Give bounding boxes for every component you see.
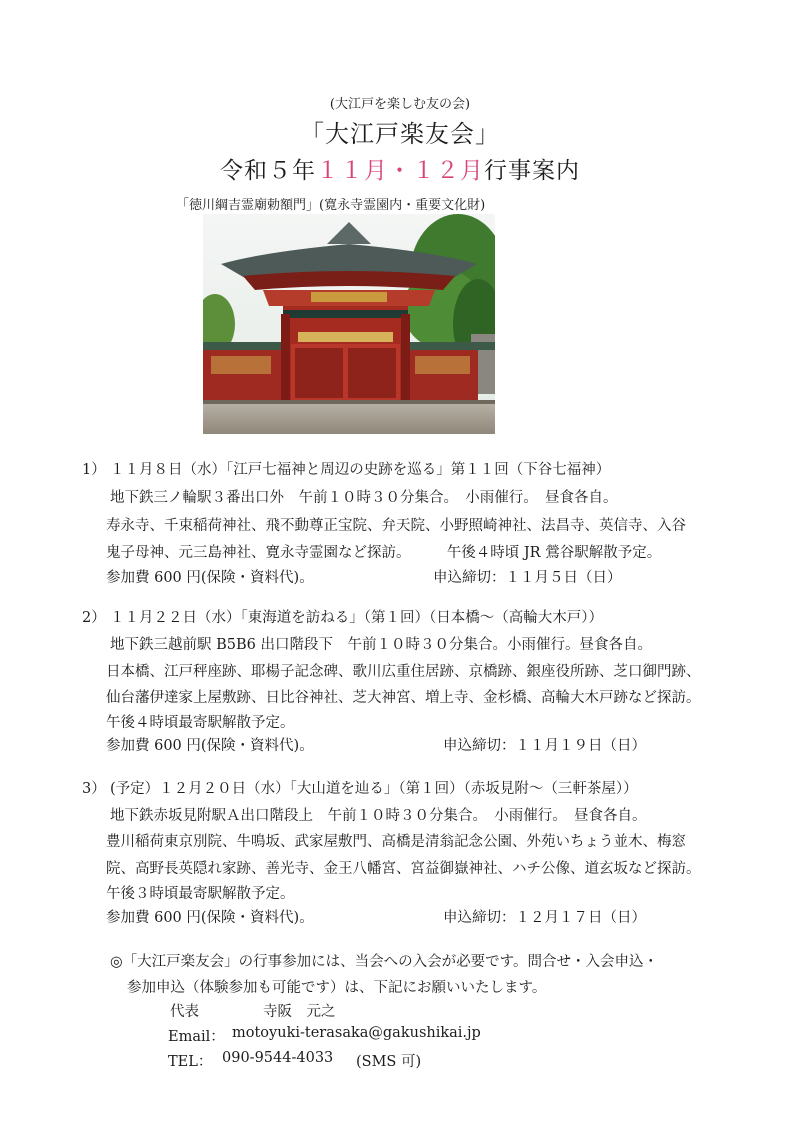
gate-photo	[203, 214, 495, 434]
event-1-deadline: 申込締切：１１月５日（日）	[433, 570, 622, 586]
membership-note-line-1: ◎「大江戸楽友会」の行事参加には、当会への入会が必要です。問合せ・入会申込・	[110, 954, 658, 970]
photo-caption: 「徳川綱吉霊廟勅額門」(寛永寺霊園内・重要文化財)	[176, 198, 486, 213]
tel-number[interactable]: 090-9544-4033	[222, 1050, 334, 1066]
event-2-deadline: 申込締切：１１月１９日（日）	[443, 738, 646, 754]
event-1-number: 1）	[82, 462, 106, 478]
email-label: Email：	[168, 1029, 225, 1045]
organization-title: 「大江戸楽友会」	[300, 120, 500, 148]
headline-prefix: 令和５年	[220, 158, 316, 184]
event-2-heading: １１月２２日（水）「東海道を訪ねる」（第１回）（日本橋～（高輪大木戸））	[110, 610, 603, 626]
event-1-meeting: 地下鉄三ノ輪駅３番出口外 午前１０時３０分集合。 小雨催行。 昼食各自。	[110, 490, 618, 506]
event-3-sites-line-1: 豊川稲荷東京別院、牛鳴坂、武家屋敷門、高橋是清翁記念公園、外苑いちょう並木、梅窓	[106, 834, 686, 850]
page-headline	[0, 152, 800, 185]
event-3-meeting: 地下鉄赤坂見附駅Ａ出口階段上 午前１０時３０分集合。 小雨催行。 昼食各自。	[110, 808, 647, 824]
representative-label: 代表	[170, 1004, 199, 1020]
event-3-deadline: 申込締切：１２月１７日（日）	[443, 910, 646, 926]
headline-suffix: 行事案内	[484, 158, 580, 184]
event-2-meeting: 地下鉄三越前駅 B5B6 出口階段下 午前１０時３０分集合。小雨催行。昼食各自。	[110, 637, 652, 653]
organization-subtitle: (大江戸を楽しむ友の会)	[329, 97, 471, 112]
tel-label: TEL：	[168, 1054, 213, 1070]
event-1-sites-line-2: 鬼子母神、元三島神社、寛永寺霊園など探訪。 午後４時頃 JR 鶯谷駅解散予定。	[106, 545, 662, 561]
representative-name: 寺阪 元之	[263, 1004, 336, 1020]
event-2-sites-line-1: 日本橋、江戸秤座跡、耶楊子記念碑、歌川広重住居跡、京橋跡、銀座役所跡、芝口御門跡、	[106, 664, 701, 680]
event-2-sites-line-3: 午後４時頃最寄駅解散予定。	[106, 715, 295, 731]
event-3-sites-line-3: 午後３時頃最寄駅解散予定。	[106, 886, 295, 902]
headline-months: １１月・１２月	[316, 158, 484, 184]
event-2-number: 2）	[82, 610, 106, 626]
event-1-sites-line-1: 寿永寺、千束稲荷神社、飛不動尊正宝院、弁天院、小野照崎神社、法昌寺、英信寺、入谷	[106, 518, 686, 534]
event-3-fee: 参加費 600 円(保険・資料代)。	[106, 910, 314, 926]
event-1-fee: 参加費 600 円(保険・資料代)。	[106, 570, 314, 586]
event-3-sites-line-2: 院、高野長英隠れ家跡、善光寺、金王八幡宮、宮益御嶽神社、ハチ公像、道玄坂など探訪。	[106, 861, 701, 877]
event-2-fee: 参加費 600 円(保険・資料代)。	[106, 738, 314, 754]
event-2-sites-line-2: 仙台藩伊達家上屋敷跡、日比谷神社、芝大神宮、増上寺、金杉橋、高輪大木戸跡など探訪。	[106, 690, 701, 706]
event-1-heading: １１月８日（水）「江戸七福神と周辺の史跡を巡る」第１１回（下谷七福神）	[110, 462, 611, 478]
event-3-heading: (予定）１２月２０日（水）「大山道を辿る」（第１回）（赤坂見附～（三軒茶屋））	[110, 781, 638, 797]
event-3-number: 3）	[82, 781, 106, 797]
tel-note: (SMS 可)	[356, 1054, 422, 1070]
email-link[interactable]: motoyuki-terasaka@gakushikai.jp	[232, 1025, 481, 1041]
membership-note-line-2: 参加申込（体験参加も可能です）は、下記にお願いいたします。	[127, 980, 547, 996]
